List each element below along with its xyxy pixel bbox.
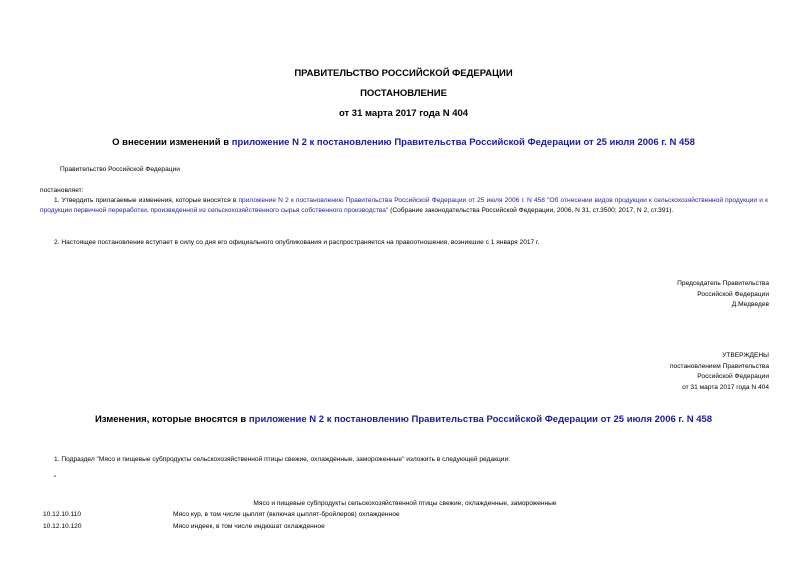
decrees-text: постановляет: — [40, 187, 84, 194]
table-row-1-name: Мясо кур, в том числе цыплят (включая цыплят-бройлеров) охлажденное — [173, 511, 400, 518]
signature-line-2: Российской Федерации — [697, 290, 769, 298]
table-row-2-code: 10.12.10.120 — [43, 523, 82, 530]
approval-line-1: УТВЕРЖДЕНЫ — [722, 352, 769, 359]
title-link[interactable]: приложение N 2 к постановлению Правительства Российской Федерации от 25 июля 2006 г. N 458 — [231, 137, 695, 148]
approval-block — [670, 351, 769, 393]
signature-line-1: Председатель Правительства — [677, 280, 769, 287]
header-date-number: от 31 марта 2017 года N 404 — [338, 108, 469, 119]
approval-line-4: от 31 марта 2017 года N 404 — [682, 383, 769, 391]
table-row-2-name: Мясо индеек, в том числе индюшат охлажденное — [173, 523, 325, 530]
table-heading: Мясо и пищевые субпродукты сельскохозяйственной птицы свежие, охлажденные, замороженные — [253, 500, 557, 507]
approval-line-3: Российской Федерации — [697, 373, 769, 380]
header-org: ПРАВИТЕЛЬСТВО РОССИЙСКОЙ ФЕДЕРАЦИИ — [294, 68, 513, 79]
paragraph-2: 2. Настоящее постановление вступает в силу со дня его официального опубликования и распространяется на правоотношения, возникшие с 1 января 2017 г. — [54, 239, 540, 246]
table-row-1-code: 10.12.10.110 — [43, 511, 82, 518]
changes-title-link[interactable]: приложение N 2 к постановлению Правительства Российской Федерации от 25 июля 2006 г. N 458 — [248, 414, 713, 425]
paragraph-1-suffix: (Собрание законодательства Российской Федерации, 2006, N 31, ст.3500; 2017, N 2, ст.391). — [388, 207, 674, 215]
paragraph-1-prefix: 1. Утвердить прилагаемые изменения, которые вносятся в — [54, 197, 239, 204]
signature-block — [677, 279, 769, 311]
changes-title — [0, 414, 807, 425]
document-title — [0, 137, 807, 148]
approval-line-2: постановлением Правительства — [669, 362, 769, 370]
paragraph-1 — [40, 196, 768, 217]
issuer-text: Правительство Российской Федерации — [60, 166, 180, 173]
paragraph-1-link[interactable]: приложение N 2 к постановлению Правительства Российской Федерации от 25 июля 2006 г. N 458 "Об отнесении видов продукции к сельскохозяйственной продукции и к продукции первичной переработки, произведенной из сельскохозяйственного сырья собственного производства" — [40, 197, 768, 215]
changes-item-1: 1. Подраздел "Мясо и пищевые субпродукты сельскохозяйственной птицы свежие, охлажденные, замороженные" изложить в следующей редакции: — [54, 456, 510, 463]
quote-mark: " — [54, 475, 57, 482]
signature-line-3: Д.Медведев — [731, 301, 769, 308]
changes-title-prefix: Изменения, которые вносятся в — [94, 414, 249, 425]
header-doc-type: ПОСТАНОВЛЕНИЕ — [360, 88, 447, 99]
title-prefix: О внесении изменений в — [112, 137, 232, 148]
